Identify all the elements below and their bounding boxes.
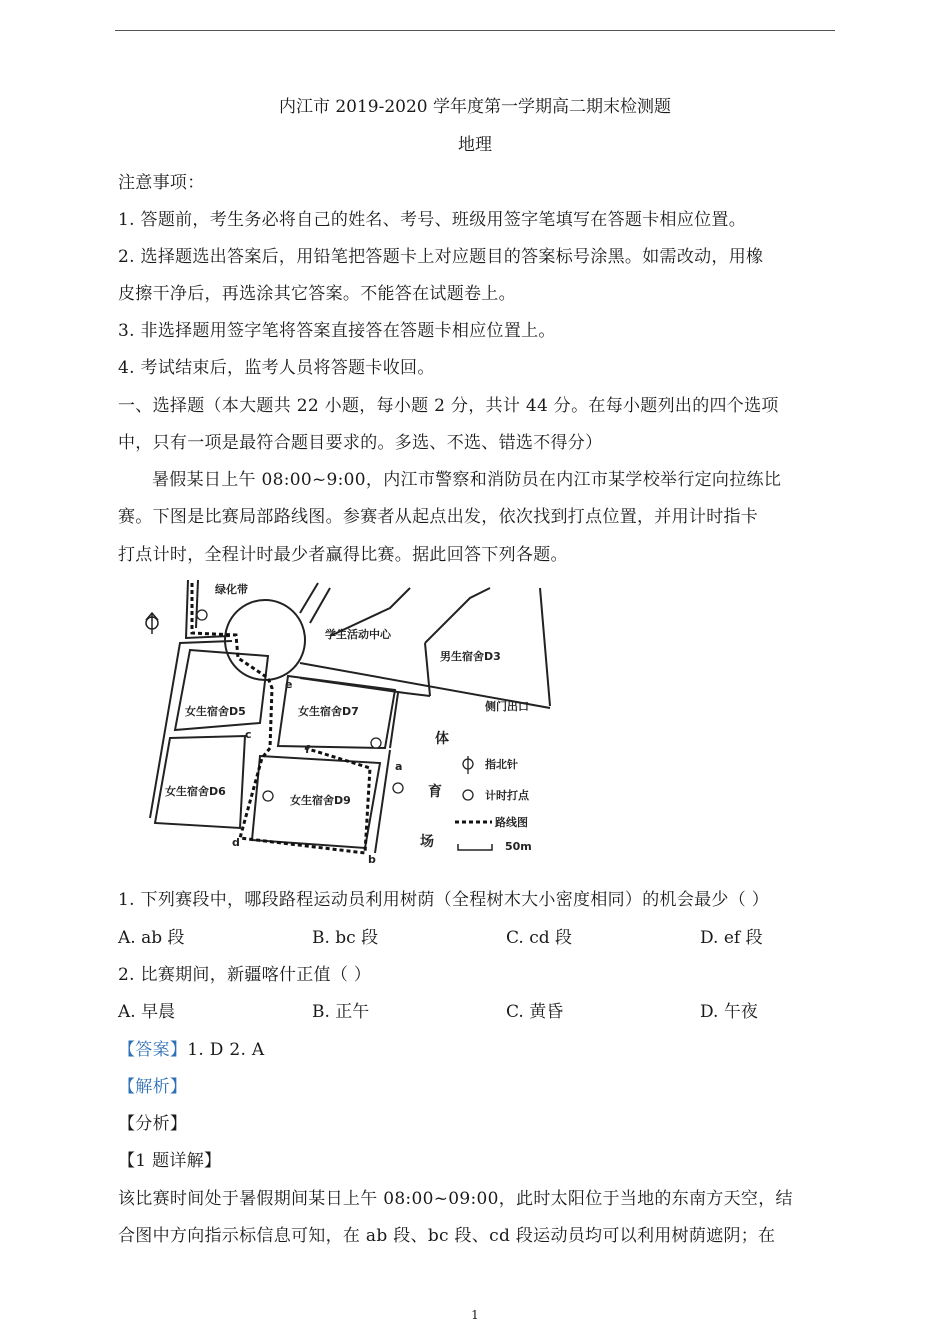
q2-option-d: D. 午夜 xyxy=(700,1002,758,1022)
notice-item: 2. 选择题选出答案后，用铅笔把答题卡上对应题目的答案标号涂黑。如需改动，用橡 xyxy=(118,247,764,267)
q1-option-b: B. bc 段 xyxy=(312,928,379,948)
q1-option-a: A. ab 段 xyxy=(118,928,185,948)
fenxi-label: 【分析】 xyxy=(118,1114,188,1134)
checkpoint xyxy=(393,783,403,793)
label-sports-1: 体 xyxy=(435,731,449,747)
passage-line: 赛。下图是比赛局部路线图。参赛者从起点出发，依次找到打点位置，并用计时指卡 xyxy=(118,507,759,527)
route-map xyxy=(140,578,560,863)
road xyxy=(196,580,198,628)
legend-compass-icon xyxy=(463,756,473,774)
checkpoint xyxy=(263,791,273,801)
checkpoint xyxy=(371,738,381,748)
label-sports-2: 育 xyxy=(428,784,442,800)
notice-heading: 注意事项： xyxy=(118,173,205,193)
road xyxy=(300,583,318,613)
scale-label: 50m xyxy=(505,840,532,853)
label-student-center: 学生活动中心 xyxy=(325,628,391,641)
road xyxy=(540,588,550,706)
section-heading: 一、选择题（本大题共 22 小题，每小题 2 分，共计 44 分。在每小题列出的四个选项 xyxy=(118,396,779,416)
label-girls-d6: 女生宿舍D6 xyxy=(165,785,226,798)
checkpoint xyxy=(197,610,207,620)
point-a: a xyxy=(395,760,403,773)
analysis-label: 【解析】 xyxy=(118,1077,188,1097)
road xyxy=(425,643,430,696)
notice-item: 4. 考试结束后，监考人员将答题卡收回。 xyxy=(118,358,435,378)
exam-title: 内江市 2019-2020 学年度第一学期高二期末检测题 xyxy=(278,97,672,117)
label-green-belt: 绿化带 xyxy=(215,583,248,596)
q2-option-a: A. 早晨 xyxy=(118,1002,176,1022)
block-d5 xyxy=(175,650,268,730)
answer-label: 【答案】 xyxy=(118,1040,188,1060)
passage-line: 打点计时，全程计时最少者赢得比赛。据此回答下列各题。 xyxy=(118,545,568,565)
page-number: 1 xyxy=(471,1308,479,1322)
notice-item: 3. 非选择题用签字笔将答案直接答在答题卡相应位置上。 xyxy=(118,321,556,341)
label-boys-d3: 男生宿舍D3 xyxy=(440,650,501,663)
label-girls-d7: 女生宿舍D7 xyxy=(298,705,359,718)
point-b: b xyxy=(368,853,376,863)
compass-icon xyxy=(146,613,158,634)
road xyxy=(405,693,430,696)
scale-bar xyxy=(458,844,492,850)
detail-line: 合图中方向指示标信息可知，在 ab 段、bc 段、cd 段运动员均可以利用树荫遮阴；在 xyxy=(118,1226,776,1246)
label-girls-d5: 女生宿舍D5 xyxy=(185,705,246,718)
label-girls-d9: 女生宿舍D9 xyxy=(290,794,351,807)
q2-option-b: B. 正午 xyxy=(312,1002,370,1022)
subject-title: 地理 xyxy=(458,135,492,155)
answer-text: 1. D 2. A xyxy=(187,1040,265,1060)
point-c: c xyxy=(245,728,252,741)
passage-line: 暑假某日上午 08:00~9:00，内江市警察和消防员在内江市某学校举行定向拉练比 xyxy=(152,470,782,490)
question-2-stem: 2. 比赛期间，新疆喀什正值（ ） xyxy=(118,965,372,985)
legend-checkpoint-icon xyxy=(463,790,473,800)
legend-route: 路线图 xyxy=(495,816,528,829)
question-1-stem: 1. 下列赛段中，哪段路程运动员利用树荫（全程树木大小密度相同）的机会最少（ ） xyxy=(118,890,770,910)
header-rule xyxy=(115,30,835,31)
notice-item: 1. 答题前，考生务必将自己的姓名、考号、班级用签字笔填写在答题卡相应位置。 xyxy=(118,210,747,230)
road xyxy=(375,750,390,853)
legend-compass: 指北针 xyxy=(485,758,518,771)
notice-item: 皮擦干净后，再选涂其它答案。不能答在试题卷上。 xyxy=(118,284,516,304)
point-d: d xyxy=(232,836,240,849)
answer-line xyxy=(118,1035,264,1060)
detail-line: 该比赛时间处于暑假期间某日上午 08:00~09:00，此时太阳位于当地的东南方天空，结 xyxy=(118,1189,793,1209)
point-e: e xyxy=(285,678,293,691)
label-sports-3: 场 xyxy=(420,834,434,850)
q1-option-c: C. cd 段 xyxy=(506,928,573,948)
legend-checkpoint: 计时打点 xyxy=(485,789,529,802)
q2-option-c: C. 黄昏 xyxy=(506,1002,564,1022)
block-d6 xyxy=(155,736,245,828)
detail-label: 【1 题详解】 xyxy=(118,1151,222,1171)
label-side-exit: 侧门出口 xyxy=(485,700,529,713)
road xyxy=(425,588,490,643)
q1-option-d: D. ef 段 xyxy=(700,928,763,948)
section-heading-cont: 中，只有一项是最符合题目要求的。多选、不选、错选不得分） xyxy=(118,433,603,453)
point-f: f xyxy=(305,743,310,756)
